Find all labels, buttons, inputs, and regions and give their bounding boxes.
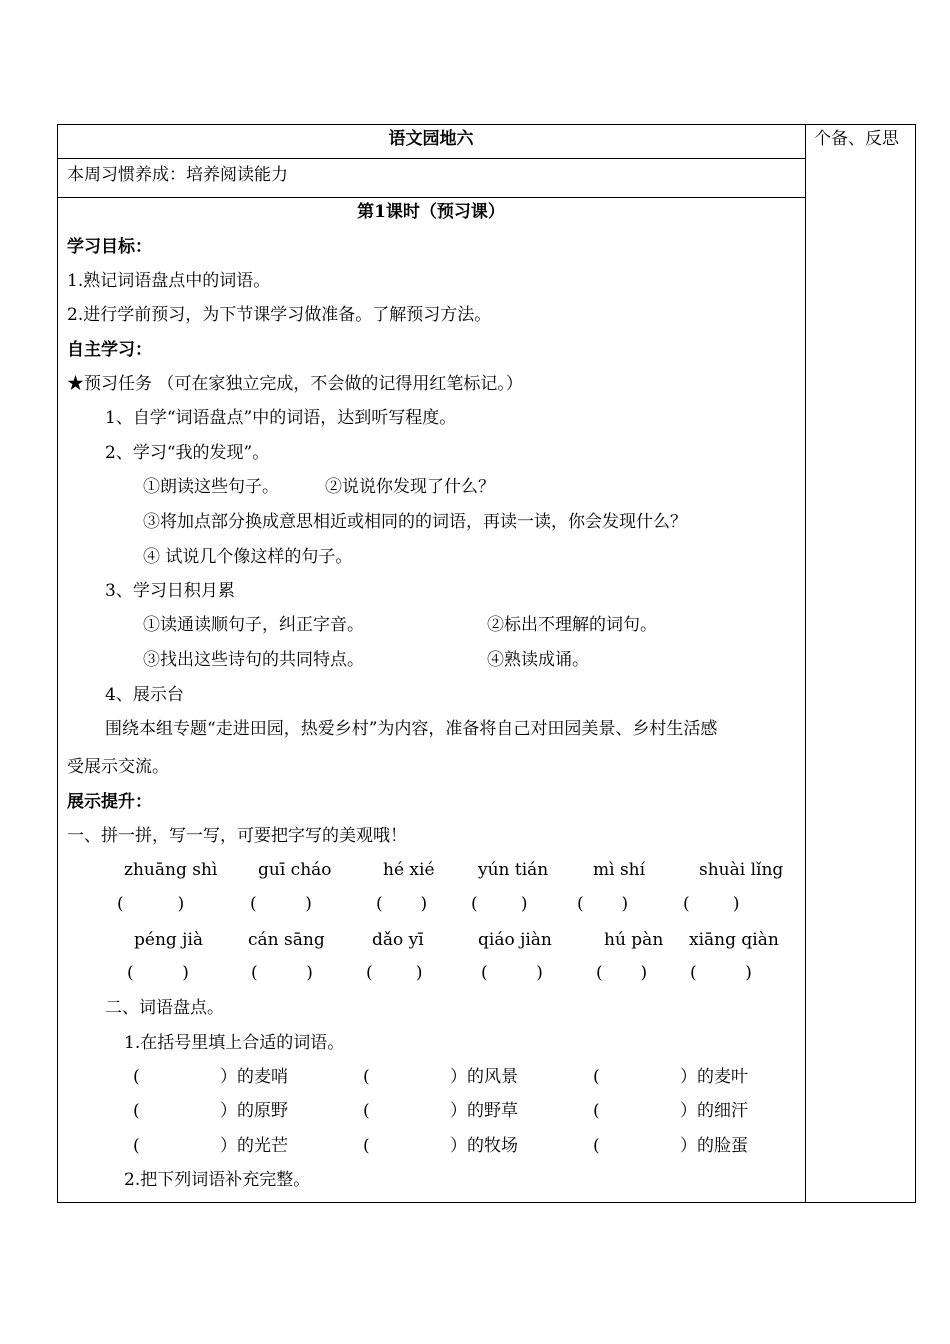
fill-phrase: ）的麦哨: [220, 1067, 288, 1087]
objective-item: 2.进行学前预习，为下节课学习做准备。了解预习方法。: [67, 305, 492, 325]
answer-blank[interactable]: ( ): [690, 963, 752, 983]
pinyin: yún tián: [478, 860, 549, 880]
pinyin: guī cháo: [258, 860, 332, 880]
objective-item: 1.熟记词语盘点中的词语。: [67, 271, 271, 291]
task-2-d: ④ 试说几个像这样的句子。: [143, 547, 353, 567]
showcase-heading: 展示提升：: [67, 792, 152, 812]
answer-blank[interactable]: ( ): [683, 894, 740, 914]
task-2: 2、学习“我的发现”。: [105, 443, 270, 463]
fill-blank[interactable]: (: [363, 1101, 413, 1121]
question-1: 一、拼一拼，写一写，可要把字写的美观哦！: [67, 826, 407, 846]
fill-blank[interactable]: (: [363, 1136, 413, 1156]
task-2-a: ①朗读这些句子。: [143, 477, 279, 497]
fill-phrase: ）的脸蛋: [680, 1136, 748, 1156]
answer-blank[interactable]: ( ): [577, 894, 629, 914]
row-divider: [57, 197, 806, 198]
fill-phrase: ）的风景: [450, 1067, 518, 1087]
answer-blank[interactable]: ( ): [117, 894, 185, 914]
page-title: 语文园地六: [388, 129, 474, 149]
objectives-heading: 学习目标：: [67, 237, 152, 257]
answer-blank[interactable]: ( ): [250, 894, 312, 914]
pinyin: xiāng qiàn: [689, 930, 779, 950]
answer-blank[interactable]: ( ): [481, 963, 543, 983]
answer-blank[interactable]: ( ): [376, 894, 428, 914]
task-4-paragraph: 围绕本组专题“走进田园，热爱乡村”为内容，准备将自己对田园美景、乡村生活感: [105, 719, 718, 739]
column-divider: [805, 124, 806, 1203]
pinyin: cán sāng: [248, 930, 325, 950]
task-1: 1、自学“词语盘点”中的词语，达到听写程度。: [105, 408, 457, 428]
fill-phrase: ）的原野: [220, 1101, 288, 1121]
task-4-paragraph-end: 受展示交流。: [67, 757, 169, 777]
answer-blank[interactable]: ( ): [366, 963, 423, 983]
task-2-b: ②说说你发现了什么？: [325, 477, 495, 497]
answer-blank[interactable]: ( ): [251, 963, 313, 983]
pinyin: hé xié: [383, 860, 435, 880]
task-3-b: ②标出不理解的词句。: [487, 615, 657, 635]
pinyin: péng jià: [134, 930, 204, 950]
fill-blank[interactable]: (: [593, 1136, 643, 1156]
fill-phrase: ）的细汗: [680, 1101, 748, 1121]
pinyin: zhuāng shì: [124, 860, 218, 880]
answer-blank[interactable]: ( ): [127, 963, 189, 983]
fill-blank[interactable]: (: [133, 1101, 183, 1121]
task-3-a: ①读通读顺句子，纠正字音。: [143, 615, 364, 635]
task-3-d: ④熟读成诵。: [487, 650, 589, 670]
fill-blank[interactable]: (: [133, 1067, 183, 1087]
self-study-heading: 自主学习：: [67, 340, 152, 360]
fill-phrase: ）的牧场: [450, 1136, 518, 1156]
task-4: 4、展示台: [105, 685, 184, 705]
fill-blank[interactable]: (: [133, 1136, 183, 1156]
task-3: 3、学习日积月累: [105, 581, 235, 601]
fill-phrase: ）的野草: [450, 1101, 518, 1121]
question-2-2: 2.把下列词语补充完整。: [124, 1170, 311, 1190]
weekly-habit: 本周习惯养成：培养阅读能力: [67, 165, 288, 185]
question-2: 二、词语盘点。: [105, 998, 224, 1018]
pinyin: mì shí: [593, 860, 646, 880]
answer-blank[interactable]: ( ): [596, 963, 648, 983]
row-divider: [57, 158, 806, 159]
preview-task-line: ★预习任务 （可在家独立完成，不会做的记得用红笔标记。）: [67, 374, 523, 394]
pinyin: shuài lǐng: [699, 860, 784, 880]
fill-phrase: ）的麦叶: [680, 1067, 748, 1087]
task-2-c: ③将加点部分换成意思相近或相同的的词语，再读一读，你会发现什么？: [143, 512, 687, 532]
fill-blank[interactable]: (: [593, 1067, 643, 1087]
answer-blank[interactable]: ( ): [471, 894, 528, 914]
fill-blank[interactable]: (: [363, 1067, 413, 1087]
pinyin: hú pàn: [604, 930, 664, 950]
question-2-1: 1.在括号里填上合适的词语。: [124, 1033, 345, 1053]
fill-blank[interactable]: (: [593, 1101, 643, 1121]
lesson-title: 第1课时（预习课）: [357, 202, 505, 222]
task-3-c: ③找出这些诗句的共同特点。: [143, 650, 364, 670]
fill-phrase: ）的光芒: [220, 1136, 288, 1156]
pinyin: qiáo jiàn: [478, 930, 552, 950]
reflection-column-title: 个备、反思: [814, 129, 899, 149]
pinyin: dǎo yī: [372, 930, 424, 950]
